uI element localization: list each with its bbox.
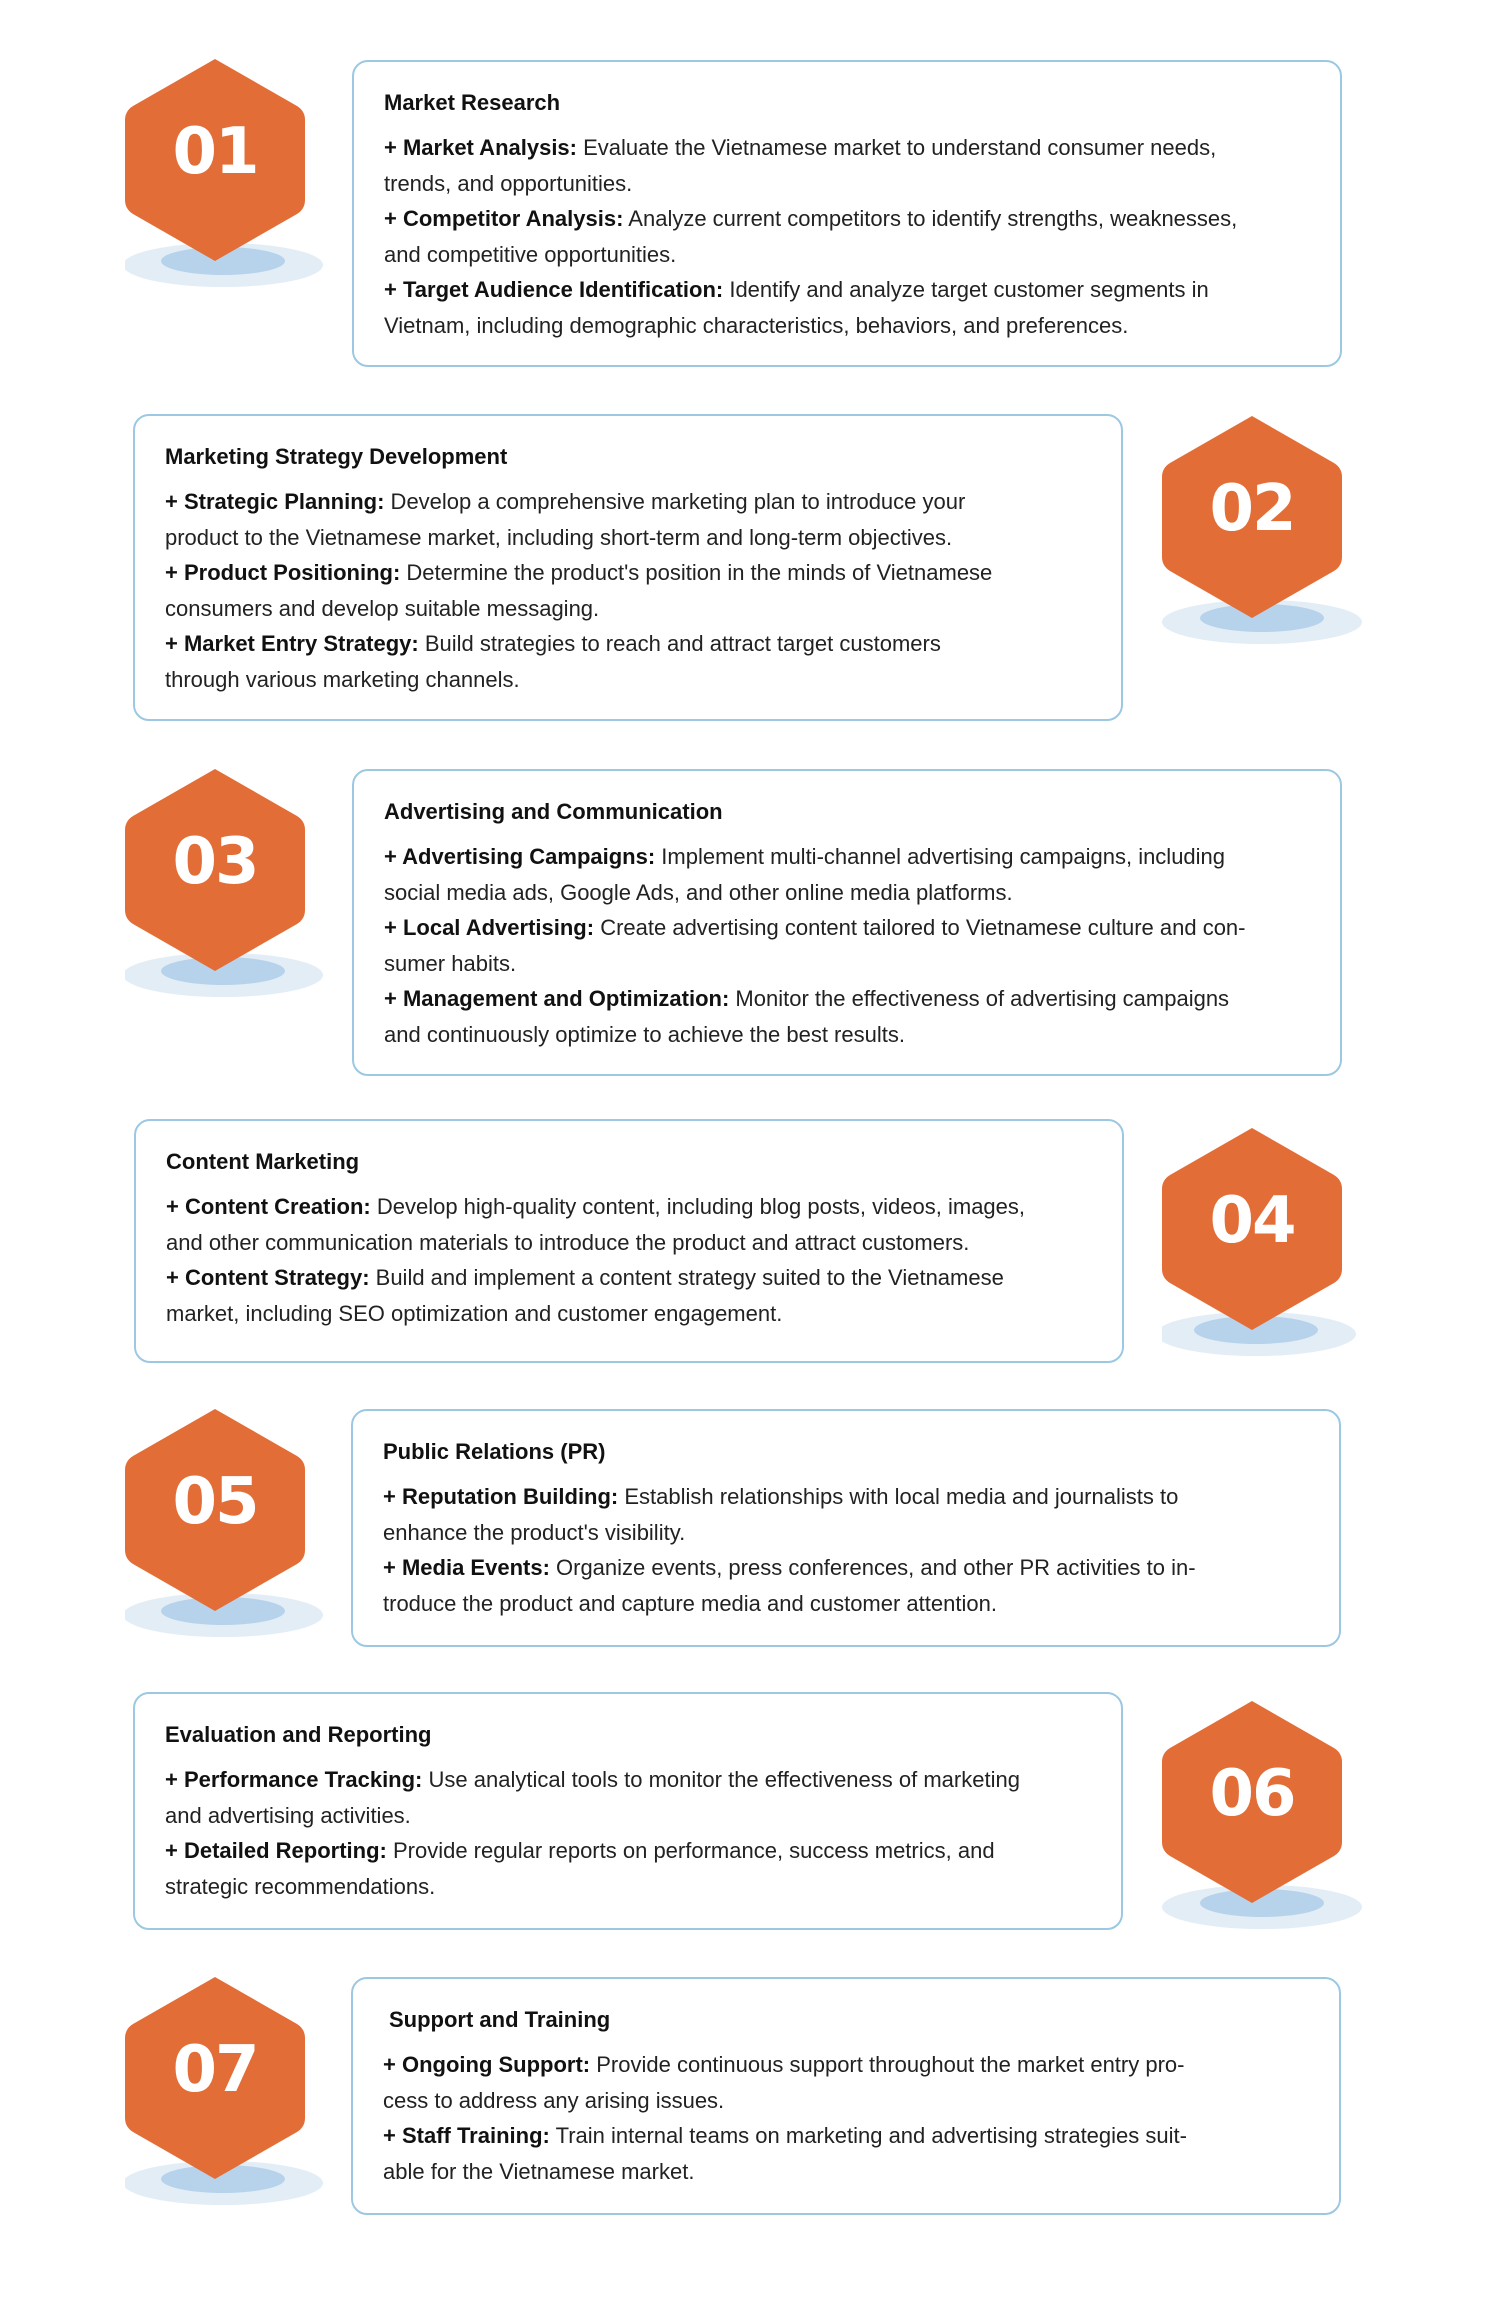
card-line: + Local Advertising: Create advertising content tailored to Vietnamese culture and con- xyxy=(384,915,1246,940)
step-badge xyxy=(125,1973,325,2203)
card-line: + Competitor Analysis: Analyze current competitors to identify strengths, weaknesses, xyxy=(384,206,1238,231)
step-badge xyxy=(1162,1697,1362,1927)
step-badge xyxy=(125,765,325,995)
card-line: + Market Analysis: Evaluate the Vietnamese market to understand consumer needs, xyxy=(384,135,1217,160)
card-line: + Reputation Building: Establish relationships with local media and journalists to xyxy=(383,1484,1179,1509)
card-title: Advertising and Communication xyxy=(384,799,723,824)
card-line: product to the Vietnamese market, including short-term and long-term objectives. xyxy=(165,524,953,550)
card-line: + Staff Training: Train internal teams on marketing and advertising strategies suit- xyxy=(383,2123,1187,2148)
step-card xyxy=(352,60,1342,367)
card-line: + Product Positioning: Determine the product's position in the minds of Vietnamese xyxy=(165,560,993,585)
step-number: 04 xyxy=(1209,1184,1295,1258)
card-line: market, including SEO optimization and customer engagement. xyxy=(166,1300,783,1326)
card-line: + Ongoing Support: Provide continuous support throughout the market entry pro- xyxy=(383,2052,1185,2077)
card-line: and other communication materials to introduce the product and attract customers. xyxy=(166,1229,970,1255)
step-card xyxy=(133,1692,1123,1930)
card-line: + Market Entry Strategy: Build strategies to reach and attract target customers xyxy=(165,631,941,656)
card-line: and continuously optimize to achieve the best results. xyxy=(384,1021,905,1047)
card-line: and advertising activities. xyxy=(165,1802,411,1828)
step-card xyxy=(351,1409,1341,1647)
card-line: + Target Audience Identification: Identify and analyze target customer segments in xyxy=(384,277,1209,302)
step-number: 05 xyxy=(172,1465,258,1539)
card-line: + Content Creation: Develop high-quality content, including blog posts, videos, images, xyxy=(166,1194,1026,1219)
card-line: + Management and Optimization: Monitor the effectiveness of advertising campaigns xyxy=(384,986,1230,1011)
step-card xyxy=(134,1119,1124,1363)
card-line: through various marketing channels. xyxy=(165,666,520,692)
step-badge xyxy=(1162,1124,1362,1354)
card-title: Evaluation and Reporting xyxy=(165,1722,432,1747)
card-line: + Advertising Campaigns: Implement multi-channel advertising campaigns, including xyxy=(384,844,1226,869)
card-title: Market Research xyxy=(384,90,561,115)
card-title: Public Relations (PR) xyxy=(383,1439,606,1464)
card-line: + Content Strategy: Build and implement a content strategy suited to the Vietnamese xyxy=(166,1265,1004,1290)
step-card xyxy=(133,414,1123,721)
card-title: Content Marketing xyxy=(166,1149,360,1174)
step-number: 07 xyxy=(172,2033,258,2107)
card-line: consumers and develop suitable messaging. xyxy=(165,595,600,621)
card-line: cess to address any arising issues. xyxy=(383,2087,725,2113)
step-number: 06 xyxy=(1209,1757,1295,1831)
card-line: enhance the product's visibility. xyxy=(383,1519,686,1545)
step-number: 02 xyxy=(1209,472,1295,546)
step-number: 01 xyxy=(172,115,258,189)
card-line: sumer habits. xyxy=(384,950,517,976)
card-line: Vietnam, including demographic characteristics, behaviors, and preferences. xyxy=(384,312,1129,338)
step-badge xyxy=(1162,412,1362,642)
card-line: strategic recommendations. xyxy=(165,1873,436,1899)
step-number: 03 xyxy=(172,825,258,899)
card-title: Marketing Strategy Development xyxy=(165,444,508,469)
step-card xyxy=(352,769,1342,1076)
step-badge xyxy=(125,55,325,285)
card-title: Support and Training xyxy=(389,2007,611,2032)
card-line: troduce the product and capture media and customer attention. xyxy=(383,1590,997,1616)
card-line: and competitive opportunities. xyxy=(384,241,677,267)
card-line: + Media Events: Organize events, press conferences, and other PR activities to in- xyxy=(383,1555,1196,1580)
step-card xyxy=(351,1977,1341,2215)
card-line: able for the Vietnamese market. xyxy=(383,2158,695,2184)
card-line: + Strategic Planning: Develop a comprehensive marketing plan to introduce your xyxy=(165,489,966,514)
card-line: social media ads, Google Ads, and other online media platforms. xyxy=(384,879,1013,905)
card-line: trends, and opportunities. xyxy=(384,170,633,196)
step-badge xyxy=(125,1405,325,1635)
card-line: + Detailed Reporting: Provide regular reports on performance, success metrics, and xyxy=(165,1838,995,1863)
card-line: + Performance Tracking: Use analytical tools to monitor the effectiveness of marketing xyxy=(165,1767,1020,1792)
